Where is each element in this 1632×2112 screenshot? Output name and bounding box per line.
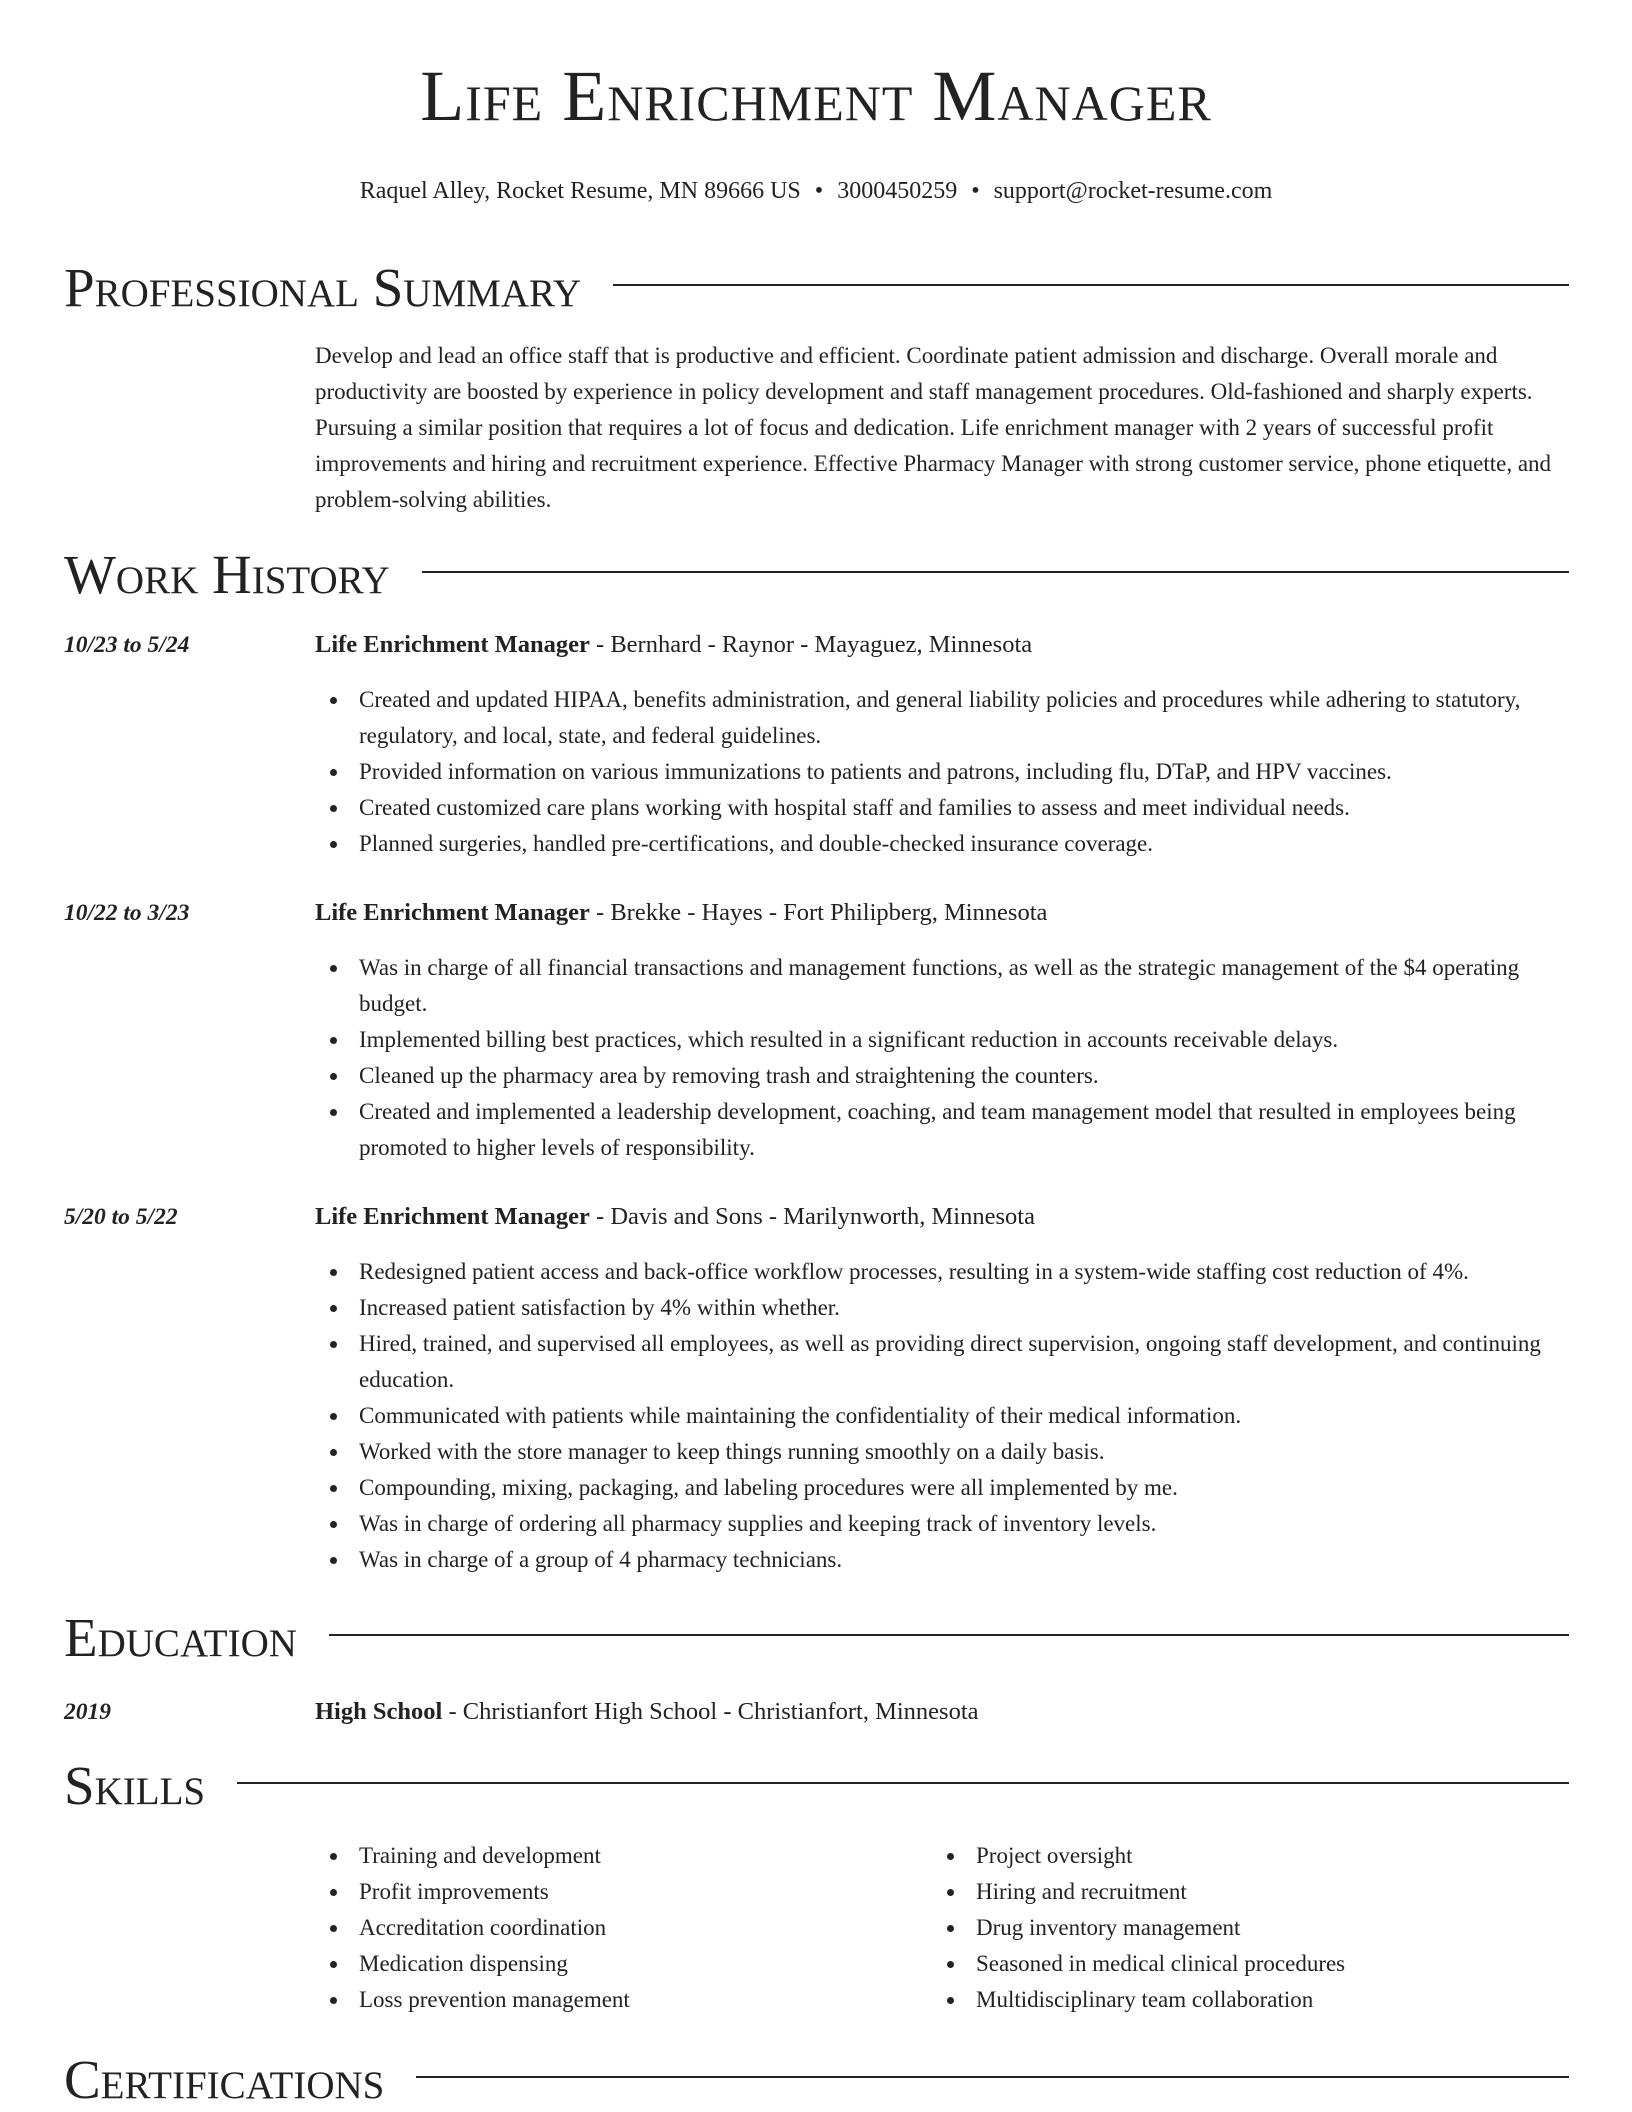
skill-item: Accreditation coordination bbox=[315, 1910, 875, 1946]
skill-item: Loss prevention management bbox=[315, 1982, 875, 2018]
section-divider bbox=[422, 571, 1569, 573]
skill-item: Multidisciplinary team collaboration bbox=[932, 1982, 1492, 2018]
skill-item: Project oversight bbox=[932, 1838, 1492, 1874]
list-item: Communicated with patients while maintaining the confidentiality of their medical information. bbox=[315, 1398, 1569, 1434]
section-divider bbox=[416, 2076, 1569, 2078]
education-entry bbox=[315, 1694, 1569, 1730]
section-heading-text: Education bbox=[64, 1607, 297, 1668]
job-title: Life Enrichment Manager bbox=[315, 631, 590, 658]
list-item: Was in charge of all financial transactions and management functions, as well as the strategic management of the $4 operating budget. bbox=[315, 950, 1569, 1022]
list-item: Redesigned patient access and back-office workflow processes, resulting in a system-wide staffing cost reduction of 4%. bbox=[315, 1254, 1569, 1290]
section-heading-text: Professional Summary bbox=[64, 257, 582, 318]
resume-name-title: Life Enrichment Manager bbox=[420, 56, 1212, 136]
contact-phone: 3000450259 bbox=[837, 178, 958, 204]
job-header bbox=[315, 1199, 1569, 1235]
contact-line bbox=[0, 176, 1632, 206]
list-item: Was in charge of ordering all pharmacy supplies and keeping track of inventory levels. bbox=[315, 1506, 1569, 1542]
list-item: Cleaned up the pharmacy area by removing trash and straightening the counters. bbox=[315, 1058, 1569, 1094]
skill-item: Hiring and recruitment bbox=[932, 1874, 1492, 1910]
section-heading-education bbox=[64, 1606, 1569, 1670]
contact-email: support@rocket-resume.com bbox=[993, 178, 1273, 204]
list-item: Created and updated HIPAA, benefits administration, and general liability policies and procedures while adhering to statutory, regulatory, and local, state, and federal guidelines. bbox=[315, 682, 1569, 754]
job-details: - Brekke - Hayes - Fort Philipberg, Minnesota bbox=[589, 899, 1048, 926]
job-title: Life Enrichment Manager bbox=[315, 899, 590, 926]
job-details: - Bernhard - Raynor - Mayaguez, Minnesota bbox=[589, 631, 1033, 658]
list-item: Created customized care plans working with hospital staff and families to assess and meet individual needs. bbox=[315, 790, 1569, 826]
job-bullets bbox=[315, 1254, 1569, 1578]
list-item: Created and implemented a leadership development, coaching, and team management model that resulted in employees being promoted to higher levels of responsibility. bbox=[315, 1094, 1569, 1166]
job-dates: 10/22 to 3/23 bbox=[64, 900, 190, 926]
section-heading-work-history bbox=[64, 543, 1569, 607]
job-bullets bbox=[315, 682, 1569, 862]
summary-paragraph: Develop and lead an office staff that is productive and efficient. Coordinate patient admission and discharge. Overall morale and productivity are boosted by experience in policy development and staff management procedures. Old-fashioned and sharply experts. Pursuing a similar position that requires a lot of focus and dedication. Life enrichment manager with 2 years of successful profit improvements and hiring and recruitment experience. Effective Pharmacy Manager with strong customer service, phone etiquette, and problem-solving abilities. bbox=[315, 343, 1552, 512]
job-bullets bbox=[315, 950, 1569, 1166]
section-heading-certifications bbox=[64, 2048, 1569, 2112]
list-item: Hired, trained, and supervised all employees, as well as providing direct supervision, ongoing staff development, and continuing education. bbox=[315, 1326, 1569, 1398]
skill-item: Medication dispensing bbox=[315, 1946, 875, 1982]
job-title: Life Enrichment Manager bbox=[315, 1203, 590, 1230]
skill-item: Drug inventory management bbox=[932, 1910, 1492, 1946]
list-item: Compounding, mixing, packaging, and labeling procedures were all implemented by me. bbox=[315, 1470, 1569, 1506]
list-item: Worked with the store manager to keep things running smoothly on a daily basis. bbox=[315, 1434, 1569, 1470]
job-details: - Davis and Sons - Marilynworth, Minnesota bbox=[589, 1203, 1035, 1230]
list-item: Was in charge of a group of 4 pharmacy technicians. bbox=[315, 1542, 1569, 1578]
section-heading-text: Skills bbox=[64, 1755, 206, 1816]
section-divider bbox=[237, 1782, 1569, 1784]
education-details: - Christianfort High School - Christianfort, Minnesota bbox=[442, 1698, 979, 1725]
skill-item: Seasoned in medical clinical procedures bbox=[932, 1946, 1492, 1982]
education-degree: High School bbox=[315, 1698, 443, 1725]
section-divider bbox=[329, 1634, 1569, 1636]
section-heading-skills bbox=[64, 1754, 1569, 1818]
contact-separator: • bbox=[814, 178, 824, 204]
skill-item: Training and development bbox=[315, 1838, 875, 1874]
section-heading-text: Work History bbox=[64, 544, 390, 605]
job-dates: 10/23 to 5/24 bbox=[64, 632, 190, 658]
skills-list-left bbox=[315, 1838, 875, 2018]
contact-address: Raquel Alley, Rocket Resume, MN 89666 US bbox=[359, 178, 801, 204]
list-item: Planned surgeries, handled pre-certifications, and double-checked insurance coverage. bbox=[315, 826, 1569, 862]
list-item: Provided information on various immunizations to patients and patrons, including flu, DTaP, and HPV vaccines. bbox=[315, 754, 1569, 790]
list-item: Implemented billing best practices, which resulted in a significant reduction in accounts receivable delays. bbox=[315, 1022, 1569, 1058]
section-divider bbox=[613, 284, 1569, 286]
section-heading-text: Certifications bbox=[64, 2049, 385, 2110]
job-dates: 5/20 to 5/22 bbox=[64, 1204, 178, 1230]
section-heading-summary bbox=[64, 256, 1569, 320]
job-header bbox=[315, 895, 1569, 931]
contact-separator: • bbox=[971, 178, 980, 204]
education-year: 2019 bbox=[64, 1699, 111, 1725]
list-item: Increased patient satisfaction by 4% within whether. bbox=[315, 1290, 1569, 1326]
skill-item: Profit improvements bbox=[315, 1874, 875, 1910]
skills-list-right bbox=[932, 1838, 1492, 2018]
job-header bbox=[315, 627, 1569, 663]
